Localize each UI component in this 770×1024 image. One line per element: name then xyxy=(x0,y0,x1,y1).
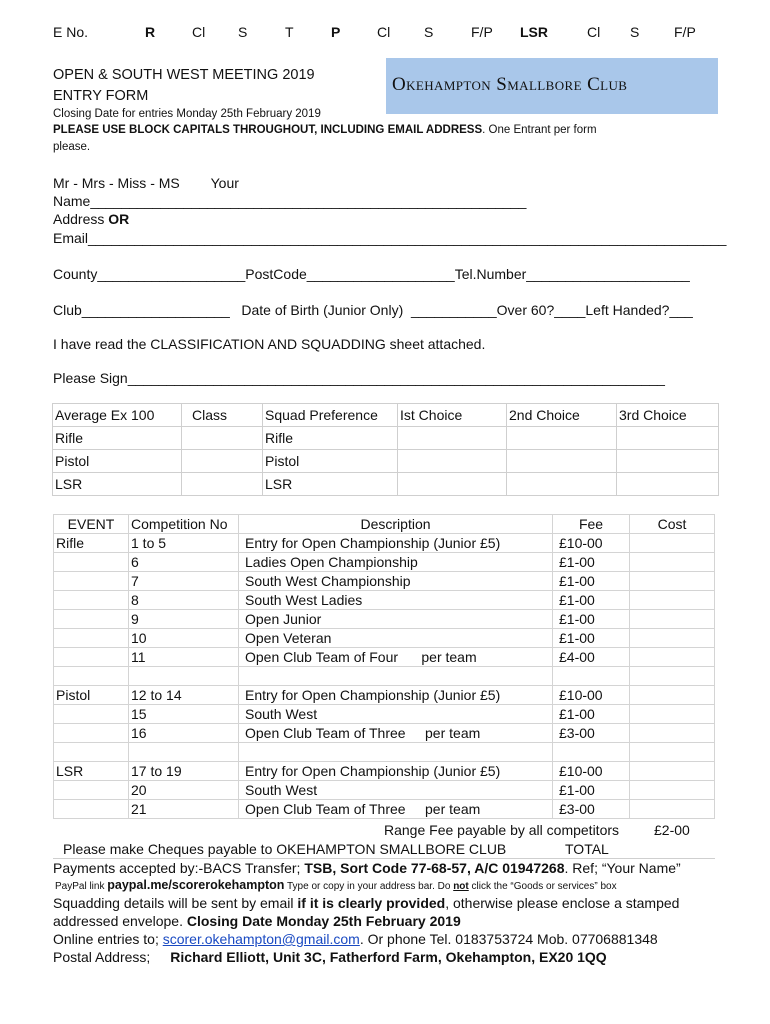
table-cell[interactable] xyxy=(630,724,715,743)
header-col-s2: S xyxy=(424,24,434,40)
paypal-note-end: click the “Goods or services” box xyxy=(468,881,617,892)
table-cell: LSR xyxy=(263,473,398,496)
table-cell[interactable] xyxy=(630,667,715,686)
table-row xyxy=(53,473,719,496)
table-cell[interactable] xyxy=(617,473,719,496)
club-dob-fields[interactable]: Club___________________ Date of Birth (Junior Only) ___________Over 60?____Left Handed?___ xyxy=(53,302,693,318)
signature-field[interactable]: Please Sign_____________________________________________________________________ xyxy=(53,370,665,386)
table-cell: Open Club Team of Four per team xyxy=(239,648,553,667)
table-cell[interactable] xyxy=(630,686,715,705)
table-cell xyxy=(54,743,129,762)
email-link[interactable]: scorer.okehampton@gmail.com xyxy=(162,931,360,947)
table-row xyxy=(54,781,715,800)
table-cell xyxy=(129,667,239,686)
table-cell: 15 xyxy=(129,705,239,724)
payments-bank-details: TSB, Sort Code 77-68-57, A/C 01947268 xyxy=(304,860,565,876)
table-cell xyxy=(54,629,129,648)
postal-label: Postal Address; xyxy=(53,949,151,965)
header-col-lsr: LSR xyxy=(520,24,548,40)
table-row xyxy=(54,610,715,629)
table-cell xyxy=(54,800,129,819)
table-row xyxy=(54,705,715,724)
squad-header-class: Class xyxy=(182,404,263,427)
events-header-fee: Fee xyxy=(553,515,630,534)
table-cell[interactable] xyxy=(507,427,617,450)
table-bottom-divider xyxy=(53,858,715,859)
header-col-s: S xyxy=(238,24,248,40)
table-row xyxy=(54,572,715,591)
events-header-cost: Cost xyxy=(630,515,715,534)
closing-date: Closing Date for entries Monday 25th February 2019 xyxy=(53,108,321,120)
postal-address: Richard Elliott, Unit 3C, Fatherford Farm, Okehampton, EX20 1QQ xyxy=(170,949,607,965)
table-cell: South West Ladies xyxy=(239,591,553,610)
online-line xyxy=(53,931,658,947)
header-col-fp2: F/P xyxy=(674,24,696,40)
table-cell: £1-00 xyxy=(553,572,630,591)
table-cell xyxy=(54,667,129,686)
table-cell[interactable] xyxy=(630,781,715,800)
header-col-s3: S xyxy=(630,24,640,40)
table-cell[interactable] xyxy=(182,427,263,450)
table-cell: South West Championship xyxy=(239,572,553,591)
form-subtitle: ENTRY FORM xyxy=(53,88,149,104)
envelope-closing: Closing Date Monday 25th February 2019 xyxy=(186,913,461,929)
table-cell: £1-00 xyxy=(553,553,630,572)
table-cell: 10 xyxy=(129,629,239,648)
paypal-line xyxy=(55,878,617,892)
entry-number-label: E No. xyxy=(53,24,89,40)
table-cell: Entry for Open Championship (Junior £5) xyxy=(239,686,553,705)
table-row xyxy=(54,591,715,610)
table-cell: Rifle xyxy=(263,427,398,450)
total-label: TOTAL xyxy=(565,841,609,857)
table-cell[interactable] xyxy=(630,629,715,648)
table-cell: Entry for Open Championship (Junior £5) xyxy=(239,762,553,781)
squadding-b: , otherwise please enclose a stamped xyxy=(445,895,680,911)
table-row xyxy=(54,762,715,781)
table-cell: South West xyxy=(239,705,553,724)
table-cell xyxy=(54,591,129,610)
capitals-instruction xyxy=(53,124,597,136)
range-fee-value: £2-00 xyxy=(654,822,690,838)
form-title: OPEN & SOUTH WEST MEETING 2019 xyxy=(53,67,315,83)
table-cell[interactable] xyxy=(630,591,715,610)
table-cell xyxy=(553,667,630,686)
table-cell: 17 to 19 xyxy=(129,762,239,781)
squadding-line xyxy=(53,895,679,911)
online-phone: . Or phone Tel. 0183753724 Mob. 07706881348 xyxy=(359,931,658,947)
table-cell: Open Club Team of Three per team xyxy=(239,800,553,819)
paypal-label: PayPal link xyxy=(55,881,108,892)
table-cell[interactable] xyxy=(630,534,715,553)
table-cell: £1-00 xyxy=(553,781,630,800)
table-cell: 12 to 14 xyxy=(129,686,239,705)
table-row xyxy=(54,534,715,553)
table-cell: £10-00 xyxy=(553,762,630,781)
table-cell: Pistol xyxy=(53,450,182,473)
table-cell[interactable] xyxy=(630,705,715,724)
table-row xyxy=(54,515,715,534)
table-cell: Rifle xyxy=(53,427,182,450)
events-header-event: EVENT xyxy=(54,515,129,534)
table-cell xyxy=(54,781,129,800)
header-col-cl: Cl xyxy=(192,24,206,40)
table-cell: £1-00 xyxy=(553,610,630,629)
table-cell: £3-00 xyxy=(553,800,630,819)
table-cell xyxy=(54,724,129,743)
table-cell[interactable] xyxy=(507,473,617,496)
table-cell[interactable] xyxy=(398,450,507,473)
table-cell: 16 xyxy=(129,724,239,743)
squad-header-first: Ist Choice xyxy=(398,404,507,427)
table-cell: Rifle xyxy=(54,534,129,553)
table-cell: Pistol xyxy=(54,686,129,705)
table-cell xyxy=(54,610,129,629)
table-cell: £10-00 xyxy=(553,686,630,705)
table-cell: £4-00 xyxy=(553,648,630,667)
table-cell: £10-00 xyxy=(553,534,630,553)
table-cell[interactable] xyxy=(630,800,715,819)
events-header-competition: Competition No xyxy=(129,515,239,534)
title-choice: Mr - Mrs - Miss - MS Your xyxy=(53,175,239,191)
email-field[interactable]: Email__________________________________________________________________________________ xyxy=(53,230,727,246)
postal-line xyxy=(53,949,607,965)
envelope-a: addressed envelope. xyxy=(53,913,187,929)
table-cell: Entry for Open Championship (Junior £5) xyxy=(239,534,553,553)
address-or: OR xyxy=(108,211,130,227)
paypal-url: paypal.me/scorerokehampton xyxy=(107,878,285,892)
capitals-bold: PLEASE USE BLOCK CAPITALS THROUGHOUT, INCLUDING EMAIL ADDRESS xyxy=(53,124,483,136)
table-row xyxy=(53,450,719,473)
paypal-note: Type or copy in your address bar. Do xyxy=(284,881,454,892)
cheques-payable: Please make Cheques payable to OKEHAMPTON SMALLBORE CLUB xyxy=(63,841,507,857)
table-row xyxy=(54,724,715,743)
online-a: Online entries to; xyxy=(53,931,163,947)
capitals-rest: . One Entrant per form xyxy=(482,124,597,136)
paypal-not: not xyxy=(453,881,469,892)
table-cell xyxy=(54,553,129,572)
table-cell: 7 xyxy=(129,572,239,591)
payments-line xyxy=(53,860,681,876)
table-cell[interactable] xyxy=(617,427,719,450)
envelope-line xyxy=(53,913,461,929)
squad-table xyxy=(52,403,719,496)
table-cell[interactable] xyxy=(630,610,715,629)
table-cell: LSR xyxy=(53,473,182,496)
table-cell[interactable] xyxy=(630,648,715,667)
events-table xyxy=(53,514,715,819)
table-cell xyxy=(54,572,129,591)
table-row xyxy=(54,629,715,648)
address-text: Address xyxy=(53,211,109,227)
club-logo xyxy=(386,58,718,114)
table-cell[interactable] xyxy=(398,473,507,496)
table-cell: £1-00 xyxy=(553,705,630,724)
table-cell: 21 xyxy=(129,800,239,819)
name-field[interactable]: Name________________________________________________________ xyxy=(53,193,527,209)
events-header-description: Description xyxy=(239,515,553,534)
table-cell: 20 xyxy=(129,781,239,800)
table-cell xyxy=(54,648,129,667)
table-row xyxy=(54,800,715,819)
table-row xyxy=(54,553,715,572)
table-cell: £1-00 xyxy=(553,629,630,648)
table-cell: Ladies Open Championship xyxy=(239,553,553,572)
table-cell: 1 to 5 xyxy=(129,534,239,553)
table-cell[interactable] xyxy=(630,743,715,762)
club-logo-text: Okehampton Smallbore Club xyxy=(392,74,628,95)
table-cell: 9 xyxy=(129,610,239,629)
table-cell: Open Veteran xyxy=(239,629,553,648)
table-cell[interactable] xyxy=(617,450,719,473)
table-row xyxy=(54,667,715,686)
table-cell[interactable] xyxy=(630,762,715,781)
range-fee-label: Range Fee payable by all competitors xyxy=(384,822,620,838)
squadding-bold: if it is clearly provided xyxy=(297,895,446,911)
table-cell: South West xyxy=(239,781,553,800)
table-cell: 8 xyxy=(129,591,239,610)
table-cell: Pistol xyxy=(263,450,398,473)
table-cell[interactable] xyxy=(398,427,507,450)
table-cell xyxy=(239,667,553,686)
table-cell: 11 xyxy=(129,648,239,667)
table-cell xyxy=(553,743,630,762)
table-cell[interactable] xyxy=(630,572,715,591)
capitals-please: please. xyxy=(53,141,91,153)
table-cell: £3-00 xyxy=(553,724,630,743)
header-col-cl2: Cl xyxy=(377,24,391,40)
table-cell[interactable] xyxy=(182,450,263,473)
squad-header-second: 2nd Choice xyxy=(507,404,617,427)
table-cell[interactable] xyxy=(630,553,715,572)
table-cell[interactable] xyxy=(507,450,617,473)
squad-header-preference: Squad Preference xyxy=(263,404,398,427)
squadding-a: Squadding details will be sent by email xyxy=(53,895,298,911)
payments-pre: Payments accepted by:-BACS Transfer; xyxy=(53,860,305,876)
table-row xyxy=(54,648,715,667)
table-cell: Open Junior xyxy=(239,610,553,629)
table-cell xyxy=(129,743,239,762)
table-cell[interactable] xyxy=(182,473,263,496)
table-row xyxy=(54,743,715,762)
header-col-r: R xyxy=(145,24,156,40)
table-cell xyxy=(239,743,553,762)
header-col-t: T xyxy=(285,24,294,40)
payments-ref: . Ref; “Your Name” xyxy=(564,860,681,876)
table-cell: LSR xyxy=(54,762,129,781)
header-col-p: P xyxy=(331,24,341,40)
table-row xyxy=(54,686,715,705)
header-col-cl3: Cl xyxy=(587,24,601,40)
table-cell: 6 xyxy=(129,553,239,572)
squad-header-third: 3rd Choice xyxy=(617,404,719,427)
header-col-fp: F/P xyxy=(471,24,493,40)
address-label xyxy=(53,211,129,227)
table-cell: Open Club Team of Three per team xyxy=(239,724,553,743)
county-postcode-tel-fields[interactable]: County___________________PostCode___________________Tel.Number_____________________ xyxy=(53,266,690,282)
classification-statement: I have read the CLASSIFICATION AND SQUADDING sheet attached. xyxy=(53,336,486,352)
table-cell: £1-00 xyxy=(553,591,630,610)
squad-header-average: Average Ex 100 xyxy=(53,404,182,427)
table-row xyxy=(53,404,719,427)
table-cell xyxy=(54,705,129,724)
table-row xyxy=(53,427,719,450)
